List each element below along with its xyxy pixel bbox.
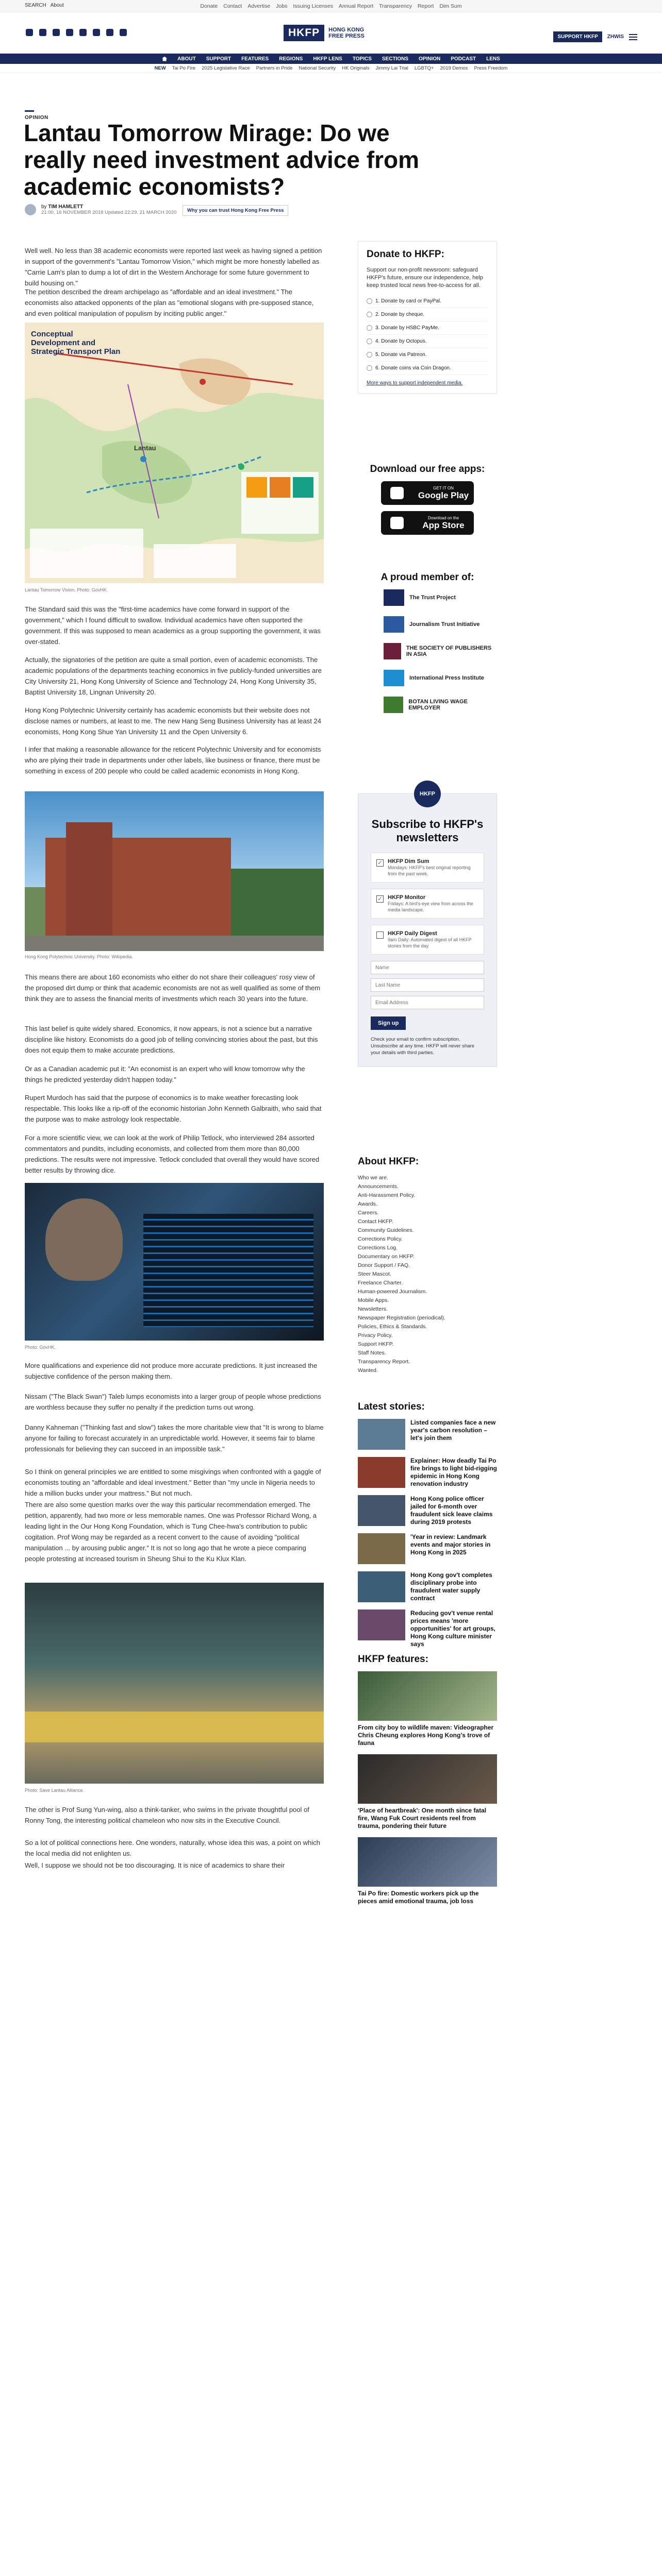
about-link[interactable]: Human-powered Journalism. [358, 1289, 427, 1295]
about-link[interactable]: Anti-Harassment Policy. [358, 1192, 416, 1198]
about-title: About HKFP: [358, 1156, 419, 1167]
newsletter-desc: Mondays: HKFP's best original reporting from the past week. [388, 865, 471, 876]
story-thumbnail [358, 1495, 405, 1526]
newsletter-checkbox[interactable]: ✓ [376, 859, 384, 867]
newsletter-title: Subscribe to HKFP's newsletters [371, 818, 484, 844]
paragraph: This last belief is quite widely shared. Economics, it now appears, is not a science but a narrative discipline like history. Economists do a good job of telling convincing stories about the past, but this does not equip them to make accurate predictions. [25, 1025, 318, 1054]
donate-option[interactable]: 6. Donate coins via Coin Dragon. [367, 362, 488, 375]
mastodon-icon[interactable] [106, 29, 113, 36]
partner-item[interactable] [384, 670, 497, 686]
facebook-icon[interactable] [26, 29, 33, 36]
trending-tag[interactable]: 2025 Legislative Race [202, 65, 250, 71]
paragraph: Actually, the signatories of the petition are quite a small portion, even of academic economists. The academic populations of the departments teaching economics in five publicly-funded universities are City University 21, Hong Kong University of Science and Technology 24, Hong Kong University 35, Baptist University 18, Lingnan University 20. [25, 656, 322, 696]
utility-bar [0, 0, 662, 12]
photo-caption: Photo: Save Lantau Alliance. [25, 1788, 85, 1793]
newsletter-desc: 9am Daily: Automated digest of all HKFP stories from the day. [388, 937, 472, 948]
utility-links [200, 3, 461, 9]
newsletter-badge: HKFP [414, 781, 441, 807]
newsletter-desc: Fridays: A bird's-eye view from across the media landscape. [388, 901, 473, 912]
paragraph: The Standard said this was the "first-time academics have come forward in support of the government," which I found difficult to swallow. Individual academics have often supported the government. If this was supposed to mean academics as a group supporting the government, it was over-stated. [25, 605, 321, 646]
story-headline[interactable]: Hong Kong gov't completes disciplinary probe into fraudulent water supply contract [410, 1571, 492, 1602]
newsletter-text [388, 894, 478, 913]
feature-story[interactable] [358, 1754, 497, 1830]
threads-icon[interactable] [79, 29, 87, 36]
newsletter-fine-print: Check your email to confirm subscription. Unsubscribe at any time. HKFP will never share your details with third parties. [371, 1037, 474, 1056]
latest-story[interactable] [358, 1457, 497, 1488]
partner-logo-icon [384, 616, 404, 633]
map-title: Conceptual Development and Strategic Transport Plan [31, 330, 121, 356]
signup-button[interactable]: Sign up [371, 1016, 406, 1030]
latest-list [358, 1419, 497, 1648]
feature-headline[interactable]: From city boy to wildlife maven: Videographer Chris Cheung explores Hong Kong's trove of fauna [358, 1724, 494, 1747]
paragraph: Well well. No less than 38 academic economists were reported last week as having signed a petition in support of the government's "Lantau Tomorrow Vision," which might be more honestly labelled as "Carrie Lam's plan to dump a lot of dirt in the Western Anchorage for some future government to build housing on." [25, 247, 322, 287]
support-hkfp-button[interactable]: SUPPORT HKFP [553, 31, 602, 42]
instagram-icon[interactable] [53, 29, 60, 36]
app-store-button[interactable]: Download on the App Store [381, 511, 474, 535]
map-label-lantau: Lantau [134, 444, 156, 452]
paragraph: There are also some question marks over the way this particular recommendation emerged. The petition, apparently, had two more or less memorable names. One was Professor Richard Wong, a leading light in the Our Hong Kong Foundation, which is Tung Chee-hwa's contribution to public cogitation. Prof Wong may be regarded as a recent convert to the cause of avoiding "political manipulation ... by arousing public anger." It is not so long ago that he wrote a piece comparing people protesting at increased tourism in Sheung Shui to the Ku Klux Klan. [25, 1501, 317, 1563]
partner-item[interactable] [384, 589, 497, 606]
logo-mark: HKFP [284, 25, 324, 41]
about-link[interactable]: Transparency Report. [358, 1359, 410, 1365]
newsletter-options [371, 853, 484, 955]
nav-item[interactable]: PODCAST [451, 56, 476, 62]
trending-tag[interactable]: Tai Po Fire [172, 65, 196, 71]
paragraph: Hong Kong Polytechnic University certainly has academic economists but their website does not disclose names or numbers, at least to me. The new Hang Seng Business University has at least 24 economists, Hong Kong Shue Yan University 11 and the Open University 6. [25, 706, 321, 736]
story-headline[interactable]: Explainer: How deadly Tai Po fire brings to light bid-rigging epidemic in Hong Kong renovation industry [410, 1457, 497, 1487]
about-link[interactable]: Documentary on HKFP. [358, 1253, 415, 1260]
site-logo[interactable] [284, 25, 374, 41]
story-thumbnail [358, 1419, 405, 1450]
email-input[interactable] [371, 996, 484, 1009]
newsletter-checkbox[interactable] [376, 931, 384, 939]
donate-widget [358, 241, 497, 394]
nav-item[interactable]: OPINION [419, 56, 441, 62]
story-headline[interactable]: Hong Kong police officer jailed for 6-month over fraudulent sick leave claims during 2019 protests [410, 1495, 493, 1526]
photo-caption: Lantau Tomorrow Vision. Photo: GovHK. [25, 587, 108, 592]
feature-headline[interactable]: 'Place of heartbreak': One month since fatal fire, Wang Fuk Court residents reel from trauma, pondering their future [358, 1807, 487, 1829]
about-link[interactable]: Policies, Ethics & Standards. [358, 1324, 427, 1330]
about-link[interactable]: Steer Mascot. [358, 1271, 391, 1277]
story-headline[interactable]: Listed companies face a new year's carbon resolution – let's join them [410, 1419, 496, 1442]
latest-story[interactable] [358, 1495, 497, 1526]
social-links [26, 29, 127, 36]
publish-date: 21:00, 16 NOVEMBER 2018 Updated 22:29, 21 MARCH 2020 [41, 210, 177, 215]
byline [25, 204, 176, 215]
donate-option[interactable]: 3. Donate by HSBC PayMe. [367, 321, 488, 335]
paragraph: Or as a Canadian academic put it: "An economist is an expert who will know tomorrow why the things he predicted yesterday didn't happen today." [25, 1065, 305, 1083]
about-link[interactable]: Awards. [358, 1201, 377, 1207]
trending-tag[interactable]: Press Freedom [474, 65, 508, 71]
paragraph: Rupert Murdoch has said that the purpose of economics is to make weather forecasting look respectable. This looks like a rip-off of the economic historian John Kenneth Galbraith, who said that the purpose was to make astrology look respectable. [25, 1094, 322, 1123]
partner-logo-icon [384, 697, 403, 713]
feature-headline[interactable]: Tai Po fire: Domestic workers pick up the pieces amid emotional trauma, job loss [358, 1890, 479, 1905]
utility-link[interactable]: Contact [223, 3, 242, 9]
features-widget [358, 1654, 497, 1912]
donate-subtitle: Support our non-profit newsroom: safeguard HKFP's future, ensure our independence, help keep trusted local news free-to-access for all. [367, 267, 483, 289]
article-title: Lantau Tomorrow Mirage: Do we really need investment advice from academic economists? [24, 120, 419, 200]
new-label: NEW [154, 65, 166, 71]
latest-story[interactable] [358, 1419, 497, 1450]
donate-options [367, 295, 488, 375]
language-switch[interactable]: ZHWIS [607, 34, 624, 40]
partner-name: BOTAN LIVING WAGE EMPLOYER [408, 699, 468, 711]
donate-more-link[interactable]: More ways to support independent media. [367, 380, 463, 386]
utility-link[interactable]: Advertise [247, 3, 271, 9]
newsletter-widget [358, 793, 497, 1067]
about-widget [358, 1156, 497, 1375]
partners-title: A proud member of: [380, 572, 474, 583]
partner-logo-icon [384, 589, 404, 606]
newsletter-option[interactable] [371, 889, 484, 919]
nav-item[interactable]: HKFP LENS [313, 56, 342, 62]
newsletter-name: HKFP Monitor [388, 894, 426, 901]
about-link[interactable]: Corrections Policy. [358, 1236, 403, 1242]
feature-story[interactable] [358, 1837, 497, 1905]
partner-list [358, 589, 497, 713]
trending-tag[interactable]: Partners in Pride [256, 65, 293, 71]
paragraph: So I think on general principles we are entitled to some misgivings when confronted with a gaggle of economists touting an "affordable and ideal investment." Better than "my uncle in Nigeria needs to hide a million bucks under your mattress." But not much. [25, 1468, 321, 1497]
feature-image [358, 1754, 497, 1804]
donate-option[interactable]: 5. Donate via Patreon. [367, 348, 488, 362]
nav-item[interactable]: SECTIONS [382, 56, 409, 62]
trending-tag[interactable]: 2019 Demos [440, 65, 468, 71]
paragraph: Danny Kahneman ("Thinking fast and slow") takes the more charitable view that "It is wrong to blame anyone for failing to forecast accurately in an unpredictable world. However, it seems fair to blame professionals for believing they can succeed in an impossible task." [25, 1423, 324, 1453]
partners-widget [358, 572, 497, 723]
feature-story[interactable] [358, 1671, 497, 1747]
about-link[interactable]: Wanted. [358, 1367, 378, 1374]
about-link[interactable]: Newspaper Registration (periodical). [358, 1315, 445, 1321]
author-name[interactable]: TIM HAMLETT [48, 204, 84, 210]
about-link[interactable]: Support HKFP. [358, 1341, 394, 1347]
paragraph: The petition described the dream archipelago as "affordable and an ideal investment." The economists also attacked opponents of the plan as "emotional slogans with pre-supposed stance, and even political manipulation of populism by inciting public anger." [25, 288, 314, 317]
about-link[interactable]: Community Guidelines. [358, 1227, 414, 1233]
newsletter-text [388, 858, 478, 877]
apps-title: Download our free apps: [370, 464, 485, 474]
paragraph: So a lot of political connections here. One wonders, naturally, whose idea this was, a point on which the local media did not enlighten us. [25, 1839, 320, 1857]
about-link[interactable]: Who we are. [358, 1175, 388, 1181]
paragraph: Nissam ("The Black Swan") Taleb lumps economists into a larger group of people whose predictions are worthless because they suffer no penalty if the prediction turns out wrong. [25, 1393, 321, 1411]
x-icon[interactable] [39, 29, 46, 36]
utility-link[interactable]: Dim Sum [439, 3, 462, 9]
trending-tag[interactable]: LGBTQ+ [414, 65, 434, 71]
paragraph: The other is Prof Sung Yun-wing, also a think-tanker, who swims in the private thoughtful pool of Ronny Tong, the interesting political chameleon who now sits in the Executive Council. [25, 1806, 309, 1824]
first-name-input[interactable] [371, 961, 484, 974]
article-category[interactable]: OPINION [25, 110, 48, 121]
utility-link[interactable]: Report [417, 3, 434, 9]
telegram-icon[interactable] [93, 29, 100, 36]
utility-link[interactable]: Jobs [276, 3, 288, 9]
nav-item[interactable]: SUPPORT [206, 56, 231, 62]
newsletter-name: HKFP Daily Digest [388, 930, 437, 937]
by-label: by [41, 204, 47, 210]
bluesky-icon[interactable] [120, 29, 127, 36]
utility-link[interactable]: Annual Report [339, 3, 374, 9]
features-list [358, 1671, 497, 1905]
latest-title: Latest stories: [358, 1401, 425, 1412]
donate-option[interactable]: 4. Donate by Octopus. [367, 335, 488, 348]
newsletter-option[interactable] [371, 925, 484, 955]
donate-option[interactable]: 2. Donate by cheque. [367, 308, 488, 321]
author-avatar [25, 204, 36, 215]
utility-link[interactable]: Issuing Licenses [293, 3, 333, 9]
nav-item[interactable]: LENS [486, 56, 500, 62]
about-link[interactable]: Announcements. [358, 1183, 399, 1190]
newsletter-checkbox[interactable]: ✓ [376, 895, 384, 903]
latest-story[interactable] [358, 1571, 497, 1602]
story-thumbnail [358, 1533, 405, 1564]
newsletter-name: HKFP Dim Sum [388, 858, 429, 865]
story-headline[interactable]: Reducing gov't venue rental prices means 'more opportunities' for art groups, Hong Kong culture minister says [410, 1609, 495, 1648]
partner-name: The Trust Project [409, 595, 456, 601]
paragraph: This means there are about 160 economists who either do not share their colleagues' rosy view of the proposed dirt dump or think that academic economists are not as well qualified as some of them think they are to assess the financial merits of investments which reach 30 years into the future. [25, 973, 321, 1003]
paragraph: For a more scientific view, we can look at the work of Philip Tetlock, who interviewed 284 assorted commentators and pundits, including economists, and collected from them more than 80,000 predictions. The results were not impressive. Tetlock concluded that overall they would have scored better results by throwing dice. [25, 1134, 320, 1174]
partner-name: International Press Institute [409, 675, 484, 681]
about-link[interactable]: Careers. [358, 1210, 379, 1216]
about-link[interactable]: Freelance Charter. [358, 1280, 403, 1286]
trending-tag[interactable]: Jimmy Lai Trial [375, 65, 408, 71]
about-link[interactable]: Contact HKFP. [358, 1218, 393, 1225]
paragraph: I infer that making a reasonable allowance for the reticent Polytechnic University and for economists who are plying their trade in departments under other labels, like business or finance, there must be something in excess of 200 people who could be called academic economists in Hong Kong. [25, 745, 321, 775]
about-link[interactable]: Staff Notes. [358, 1350, 386, 1356]
story-thumbnail [358, 1571, 405, 1602]
map-graphic [25, 323, 324, 583]
last-name-input[interactable] [371, 978, 484, 992]
story-thumbnail [358, 1609, 405, 1640]
apps-widget [358, 464, 497, 541]
youtube-icon[interactable] [66, 29, 73, 36]
logo-text: HONG KONG FREE PRESS [328, 27, 365, 39]
utility-link[interactable]: Transparency [379, 3, 412, 9]
about-link[interactable]: Privacy Policy. [358, 1332, 393, 1338]
about-link[interactable]: Newsletters. [358, 1306, 388, 1312]
partner-name: Journalism Trust Initiative [409, 621, 480, 628]
story-thumbnail [358, 1457, 405, 1488]
partner-logo-icon [384, 670, 404, 686]
google-play-button[interactable]: GET IT ON Google Play [381, 481, 474, 505]
photo-caption: Photo: GovHK. [25, 1345, 56, 1350]
feature-image [358, 1837, 497, 1887]
trending-tags [0, 64, 662, 73]
menu-icon[interactable] [629, 34, 637, 40]
nav-item[interactable]: ABOUT [177, 56, 196, 62]
nav-item[interactable]: REGIONS [279, 56, 303, 62]
latest-story[interactable] [358, 1533, 497, 1564]
about-links [358, 1174, 497, 1375]
features-title: HKFP features: [358, 1654, 428, 1665]
about-link[interactable]: Corrections Log. [358, 1245, 398, 1251]
site-header [0, 12, 662, 54]
paragraph: Well, I suppose we should not be too discouraging. It is nice of academics to share their [25, 1861, 285, 1869]
partner-item[interactable] [384, 643, 497, 659]
about-link[interactable]: Mobile Apps. [358, 1297, 389, 1303]
trending-tag[interactable]: National Security [299, 65, 336, 71]
main-nav [0, 54, 662, 64]
about-link[interactable]: Donor Support / FAQ. [358, 1262, 410, 1268]
nav-item[interactable]: FEATURES [241, 56, 269, 62]
home-icon[interactable] [162, 57, 167, 61]
about-link[interactable]: About [50, 3, 64, 8]
polyu-photo [25, 791, 324, 951]
stock-market-photo [25, 1183, 324, 1341]
latest-story[interactable] [358, 1609, 497, 1648]
save-lantau-photo [25, 1583, 324, 1784]
story-headline[interactable]: 'Year in review: Landmark events and major stories in Hong Kong in 2025 [410, 1533, 491, 1556]
partner-logo-icon [384, 643, 401, 659]
donate-option[interactable]: 1. Donate by card or PayPal. [367, 295, 488, 308]
lantau-plan-map [25, 323, 324, 583]
newsletter-option[interactable] [371, 853, 484, 883]
nav-item[interactable]: TOPICS [352, 56, 372, 62]
trust-link[interactable]: Why you can trust Hong Kong Free Press [183, 205, 288, 216]
photo-caption: Hong Kong Polytechnic University. Photo: Wikipedia. [25, 954, 133, 959]
latest-widget [358, 1401, 497, 1655]
donate-title: Donate to HKFP: [367, 249, 444, 260]
paragraph: More qualifications and experience did not produce more accurate predictions. It just increased the subjective confidence of the person making them. [25, 1362, 318, 1380]
utility-link[interactable]: Donate [200, 3, 218, 9]
newsletter-text [388, 930, 478, 949]
feature-image [358, 1671, 497, 1721]
search-link[interactable]: SEARCH [25, 3, 46, 8]
trending-tag[interactable]: HK Originals [342, 65, 370, 71]
partner-item[interactable] [384, 697, 497, 713]
partner-item[interactable] [384, 616, 497, 633]
partner-name: THE SOCIETY OF PUBLISHERS IN ASIA [406, 645, 492, 657]
